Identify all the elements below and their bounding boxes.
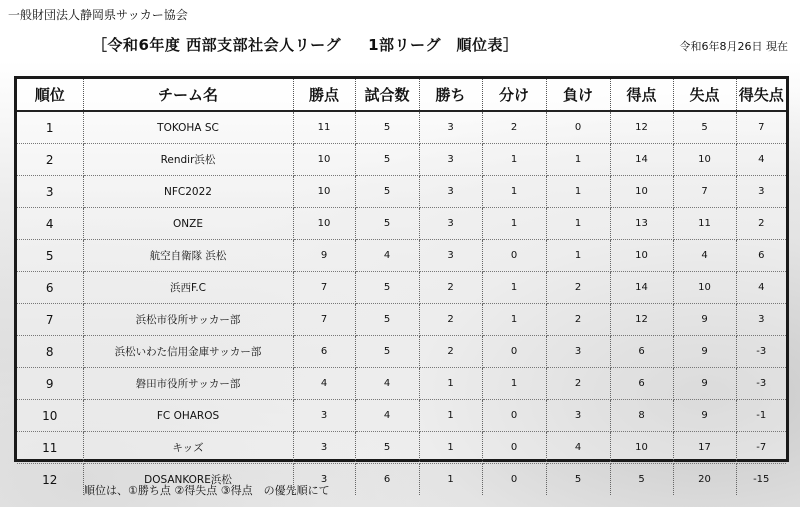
points-cell: 4 bbox=[293, 368, 355, 400]
rank-cell: 10 bbox=[17, 400, 83, 432]
ranking-footnote: 順位は、①勝ち点 ②得失点 ③得点 の優先順にて bbox=[84, 484, 330, 497]
table-row bbox=[17, 240, 786, 272]
rank-cell: 3 bbox=[17, 176, 83, 208]
goals-against-cell: 10 bbox=[673, 144, 736, 176]
goals-for-cell: 13 bbox=[610, 208, 673, 240]
drawn-cell: 0 bbox=[482, 240, 546, 272]
drawn-cell: 1 bbox=[482, 176, 546, 208]
points-cell: 11 bbox=[293, 111, 355, 144]
goal-difference-cell: 4 bbox=[736, 272, 786, 304]
lost-cell: 5 bbox=[546, 464, 610, 496]
played-cell: 5 bbox=[355, 304, 419, 336]
team-name-cell: FC OHAROS bbox=[83, 400, 293, 432]
team-name-cell: 浜西F.C bbox=[83, 272, 293, 304]
team-name-cell: 航空自衛隊 浜松 bbox=[83, 240, 293, 272]
lost-cell: 3 bbox=[546, 336, 610, 368]
goals-against-cell: 7 bbox=[673, 176, 736, 208]
lost-cell: 1 bbox=[546, 240, 610, 272]
played-cell: 5 bbox=[355, 272, 419, 304]
won-cell: 2 bbox=[419, 304, 482, 336]
drawn-cell: 1 bbox=[482, 208, 546, 240]
points-cell: 10 bbox=[293, 208, 355, 240]
points-cell: 6 bbox=[293, 336, 355, 368]
points-cell: 10 bbox=[293, 176, 355, 208]
rank-cell: 6 bbox=[17, 272, 83, 304]
goals-against-cell: 5 bbox=[673, 111, 736, 144]
lost-cell: 0 bbox=[546, 111, 610, 144]
goals-against-cell: 11 bbox=[673, 208, 736, 240]
played-cell: 6 bbox=[355, 464, 419, 496]
goals-for-cell: 12 bbox=[610, 111, 673, 144]
played-cell: 5 bbox=[355, 111, 419, 144]
standings-table bbox=[17, 79, 786, 495]
header-points: 勝点 bbox=[293, 79, 355, 111]
points-cell: 7 bbox=[293, 272, 355, 304]
team-name-cell: キッズ bbox=[83, 432, 293, 464]
header-team: チーム名 bbox=[83, 79, 293, 111]
team-name-cell: 浜松市役所サッカー部 bbox=[83, 304, 293, 336]
won-cell: 2 bbox=[419, 272, 482, 304]
rank-cell: 4 bbox=[17, 208, 83, 240]
played-cell: 4 bbox=[355, 400, 419, 432]
played-cell: 5 bbox=[355, 144, 419, 176]
rank-cell: 2 bbox=[17, 144, 83, 176]
table-row bbox=[17, 272, 786, 304]
goals-for-cell: 6 bbox=[610, 368, 673, 400]
goals-for-cell: 10 bbox=[610, 176, 673, 208]
points-cell: 3 bbox=[293, 464, 355, 496]
goal-difference-cell: -3 bbox=[736, 368, 786, 400]
goals-for-cell: 10 bbox=[610, 240, 673, 272]
goal-difference-cell: -1 bbox=[736, 400, 786, 432]
won-cell: 3 bbox=[419, 111, 482, 144]
played-cell: 5 bbox=[355, 336, 419, 368]
header-rank: 順位 bbox=[17, 79, 83, 111]
goals-against-cell: 9 bbox=[673, 304, 736, 336]
table-row bbox=[17, 304, 786, 336]
goal-difference-cell: 2 bbox=[736, 208, 786, 240]
header-goals-for: 得点 bbox=[610, 79, 673, 111]
header-goal-difference: 得失点 bbox=[736, 79, 786, 111]
drawn-cell: 0 bbox=[482, 336, 546, 368]
header-goals-against: 失点 bbox=[673, 79, 736, 111]
drawn-cell: 1 bbox=[482, 304, 546, 336]
goals-for-cell: 12 bbox=[610, 304, 673, 336]
drawn-cell: 0 bbox=[482, 432, 546, 464]
goal-difference-cell: 3 bbox=[736, 176, 786, 208]
goals-for-cell: 5 bbox=[610, 464, 673, 496]
lost-cell: 2 bbox=[546, 304, 610, 336]
points-cell: 3 bbox=[293, 400, 355, 432]
won-cell: 2 bbox=[419, 336, 482, 368]
rank-cell: 8 bbox=[17, 336, 83, 368]
points-cell: 3 bbox=[293, 432, 355, 464]
lost-cell: 1 bbox=[546, 208, 610, 240]
rank-cell: 9 bbox=[17, 368, 83, 400]
team-name-cell: Rendir浜松 bbox=[83, 144, 293, 176]
goals-for-cell: 14 bbox=[610, 144, 673, 176]
goals-for-cell: 14 bbox=[610, 272, 673, 304]
table-row bbox=[17, 432, 786, 464]
team-name-cell: DOSANKORE浜松 bbox=[83, 464, 293, 496]
goals-against-cell: 10 bbox=[673, 272, 736, 304]
header-row bbox=[17, 79, 786, 111]
header-drawn: 分け bbox=[482, 79, 546, 111]
played-cell: 4 bbox=[355, 368, 419, 400]
won-cell: 3 bbox=[419, 176, 482, 208]
played-cell: 5 bbox=[355, 432, 419, 464]
table-row bbox=[17, 144, 786, 176]
lost-cell: 1 bbox=[546, 144, 610, 176]
header-won: 勝ち bbox=[419, 79, 482, 111]
goals-for-cell: 6 bbox=[610, 336, 673, 368]
table-row bbox=[17, 208, 786, 240]
won-cell: 1 bbox=[419, 464, 482, 496]
rank-cell: 12 bbox=[17, 464, 83, 496]
rank-cell: 1 bbox=[17, 111, 83, 144]
goal-difference-cell: -3 bbox=[736, 336, 786, 368]
drawn-cell: 2 bbox=[482, 111, 546, 144]
goals-against-cell: 9 bbox=[673, 336, 736, 368]
table-row bbox=[17, 336, 786, 368]
played-cell: 4 bbox=[355, 240, 419, 272]
won-cell: 3 bbox=[419, 144, 482, 176]
points-cell: 7 bbox=[293, 304, 355, 336]
table-row bbox=[17, 111, 786, 144]
played-cell: 5 bbox=[355, 208, 419, 240]
goal-difference-cell: 3 bbox=[736, 304, 786, 336]
lost-cell: 3 bbox=[546, 400, 610, 432]
table-row bbox=[17, 368, 786, 400]
points-cell: 10 bbox=[293, 144, 355, 176]
goal-difference-cell: 4 bbox=[736, 144, 786, 176]
played-cell: 5 bbox=[355, 176, 419, 208]
lost-cell: 4 bbox=[546, 432, 610, 464]
goal-difference-cell: 6 bbox=[736, 240, 786, 272]
goals-for-cell: 10 bbox=[610, 432, 673, 464]
rank-cell: 5 bbox=[17, 240, 83, 272]
header-lost: 負け bbox=[546, 79, 610, 111]
drawn-cell: 1 bbox=[482, 368, 546, 400]
goal-difference-cell: 7 bbox=[736, 111, 786, 144]
drawn-cell: 1 bbox=[482, 144, 546, 176]
standings-table-frame bbox=[14, 76, 789, 487]
goals-against-cell: 17 bbox=[673, 432, 736, 464]
organization-name: 一般財団法人静岡県サッカー協会 bbox=[8, 8, 188, 22]
drawn-cell: 1 bbox=[482, 272, 546, 304]
team-name-cell: TOKOHA SC bbox=[83, 111, 293, 144]
goals-against-cell: 20 bbox=[673, 464, 736, 496]
goals-against-cell: 9 bbox=[673, 368, 736, 400]
header-played: 試合数 bbox=[355, 79, 419, 111]
goals-for-cell: 8 bbox=[610, 400, 673, 432]
table-row bbox=[17, 176, 786, 208]
table-row bbox=[17, 400, 786, 432]
goals-against-cell: 9 bbox=[673, 400, 736, 432]
lost-cell: 1 bbox=[546, 176, 610, 208]
won-cell: 1 bbox=[419, 400, 482, 432]
goal-difference-cell: -7 bbox=[736, 432, 786, 464]
page-title: ［令和6年度 西部支部社会人リーグ 1部リーグ 順位表］ bbox=[92, 36, 519, 54]
drawn-cell: 0 bbox=[482, 400, 546, 432]
drawn-cell: 0 bbox=[482, 464, 546, 496]
as-of-date: 令和6年8月26日 現在 bbox=[679, 40, 788, 53]
won-cell: 1 bbox=[419, 432, 482, 464]
points-cell: 9 bbox=[293, 240, 355, 272]
goal-difference-cell: -15 bbox=[753, 474, 770, 485]
standings-body bbox=[17, 111, 786, 495]
lost-cell: 2 bbox=[546, 368, 610, 400]
won-cell: 3 bbox=[419, 208, 482, 240]
team-name-cell: NFC2022 bbox=[83, 176, 293, 208]
team-name-cell: ONZE bbox=[83, 208, 293, 240]
goals-against-cell: 4 bbox=[673, 240, 736, 272]
team-name-cell: 磐田市役所サッカー部 bbox=[83, 368, 293, 400]
team-name-cell: 浜松いわた信用金庫サッカー部 bbox=[83, 336, 293, 368]
rank-cell: 11 bbox=[17, 432, 83, 464]
won-cell: 1 bbox=[419, 368, 482, 400]
won-cell: 3 bbox=[419, 240, 482, 272]
rank-cell: 7 bbox=[17, 304, 83, 336]
lost-cell: 2 bbox=[546, 272, 610, 304]
